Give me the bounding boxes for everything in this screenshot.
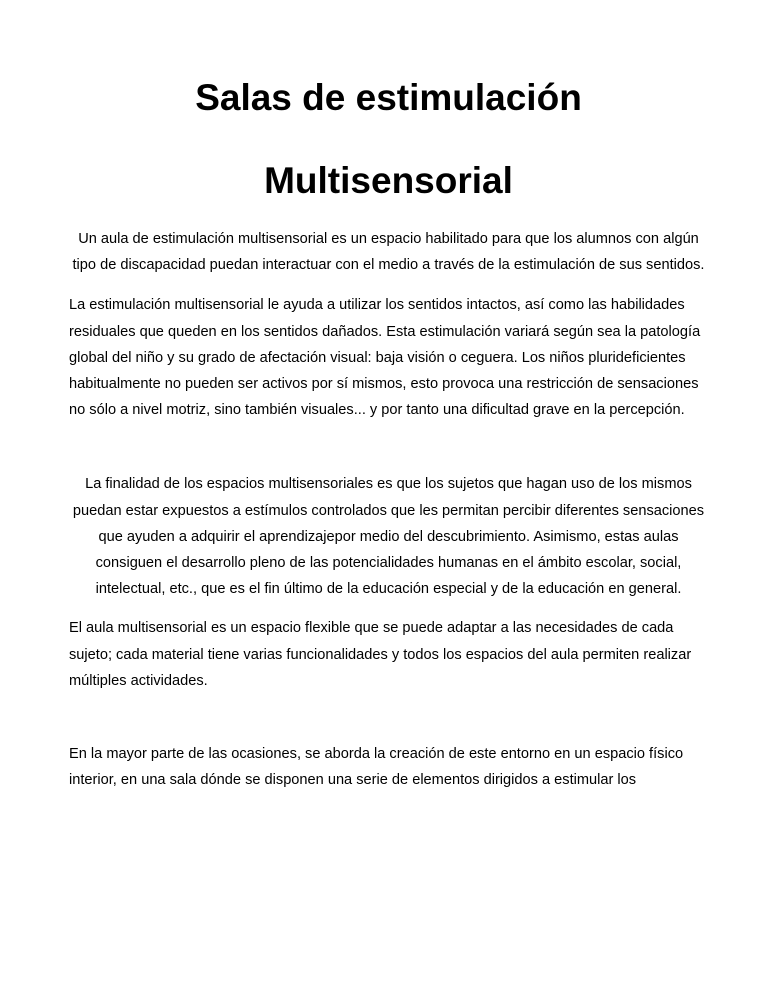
paragraph-flexible-space: El aula multisensorial es un espacio flexible que se puede adaptar a las necesidades de cada sujeto; cada material tiene varias funcionalidades y todos los espacios del aula permiten realizar múltiples actividades. [69, 620, 692, 689]
document-title-line-2: Multisensorial [264, 160, 513, 201]
paragraph-intro: Un aula de estimulación multisensorial es un espacio habilitado para que los alumnos con algún tipo de discapacidad puedan interactuar con el medio a través de la estimulación de sus sentidos. [72, 231, 705, 274]
paragraph-stimulation: La estimulación multisensorial le ayuda a utilizar los sentidos intactos, así como las habilidades residuales que queden en los sentidos dañados. Esta estimulación variará según sea la patología global del niño y su grado de afectación visual: baja visión o ceguera. Los niños plurideficientes habitualmente no pueden ser activos por sí mismos, esto provoca una restricción de sensaciones no sólo a nivel motriz, sino también visuales... y por tanto una dificultad grave en la percepción. [69, 297, 701, 419]
paragraph-purpose: La finalidad de los espacios multisensoriales es que los sujetos que hagan uso de los mismos puedan estar expuestos a estímulos controlados que les permitan percibir diferentes sensaciones que ayuden a adquirir el aprendizajepor medio del descubrimiento. Asimismo, estas aulas consiguen el desarrollo pleno de las potencialidades humanas en el ámbito escolar, social, intelectual, etc., que es el fin último de la educación especial y de la educación en general. [72, 476, 705, 598]
paragraph-creation: En la mayor parte de las ocasiones, se aborda la creación de este entorno en un espacio físico interior, en una sala dónde se disponen una serie de elementos dirigidos a estimular los [69, 746, 684, 789]
document-title-line-1: Salas de estimulación [195, 77, 582, 118]
